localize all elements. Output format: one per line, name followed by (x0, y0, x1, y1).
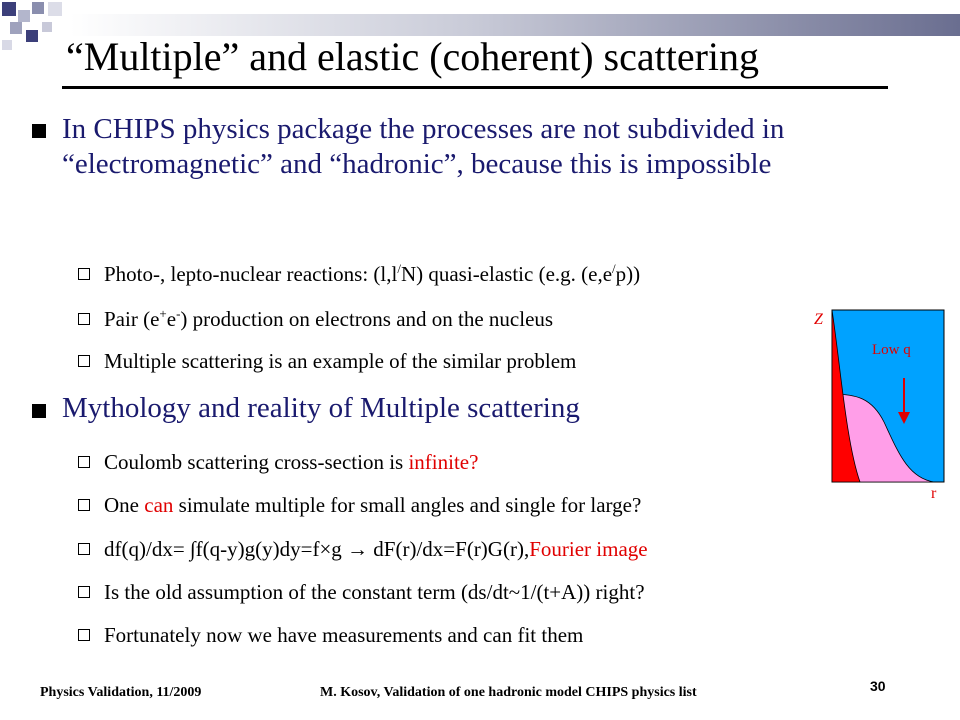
sub-bullet-1-1: Photo-, lepto-nuclear reactions: (l,l/N) quasi-elastic (e.g. (e,e/p)) (104, 261, 641, 286)
bullet-1-text: In CHIPS physics package the processes are not subdivided in “electromagnetic” and “hadronic”, because this is impossible (62, 113, 785, 180)
sub-bullet-2-3: df(q)/dx= ∫f(q-y)g(y)dy=f×g → dF(r)/dx=F(r)G(r),Fourier image (104, 537, 648, 561)
sub-bullet-box (78, 313, 90, 325)
z-axis-label: Z (814, 311, 823, 328)
r-axis-label: r (931, 485, 937, 502)
sub-bullet-2-1: Coulomb scattering cross-section is infinite? (104, 450, 479, 474)
sub-bullet-2-5: Fortunately now we have measurements and can fit them (104, 623, 584, 647)
sub-bullet-box (78, 543, 90, 555)
footer-left: Physics Validation, 11/2009 (40, 685, 202, 700)
sub-bullet-box (78, 499, 90, 511)
sub-bullet-box (78, 456, 90, 468)
footer-middle: M. Kosov, Validation of one hadronic model CHIPS physics list (320, 685, 697, 700)
header-gradient-bar (70, 14, 960, 36)
page-number: 30 (870, 678, 886, 694)
title-underline (62, 86, 888, 89)
sub-bullet-box (78, 268, 90, 280)
low-q-label: Low q (872, 342, 911, 358)
sub-bullet-1-2: Pair (e+e-) production on electrons and on the nucleus (104, 306, 554, 331)
sub-bullet-box (78, 586, 90, 598)
form-factor-diagram (812, 302, 952, 502)
slide-title: “Multiple” and elastic (coherent) scattering (66, 34, 760, 79)
sub-bullet-2-4: Is the old assumption of the constant term (ds/dt~1/(t+A)) right? (104, 580, 645, 604)
sub-bullet-2-2: One can simulate multiple for small angles and single for large? (104, 493, 642, 517)
bullet-square (32, 404, 46, 418)
sub-bullet-box (78, 629, 90, 641)
bullet-2-text: Mythology and reality of Multiple scattering (62, 392, 580, 424)
sub-bullet-box (78, 355, 90, 367)
bullet-square (32, 124, 46, 138)
sub-bullet-1-3: Multiple scattering is an example of the similar problem (104, 349, 577, 373)
